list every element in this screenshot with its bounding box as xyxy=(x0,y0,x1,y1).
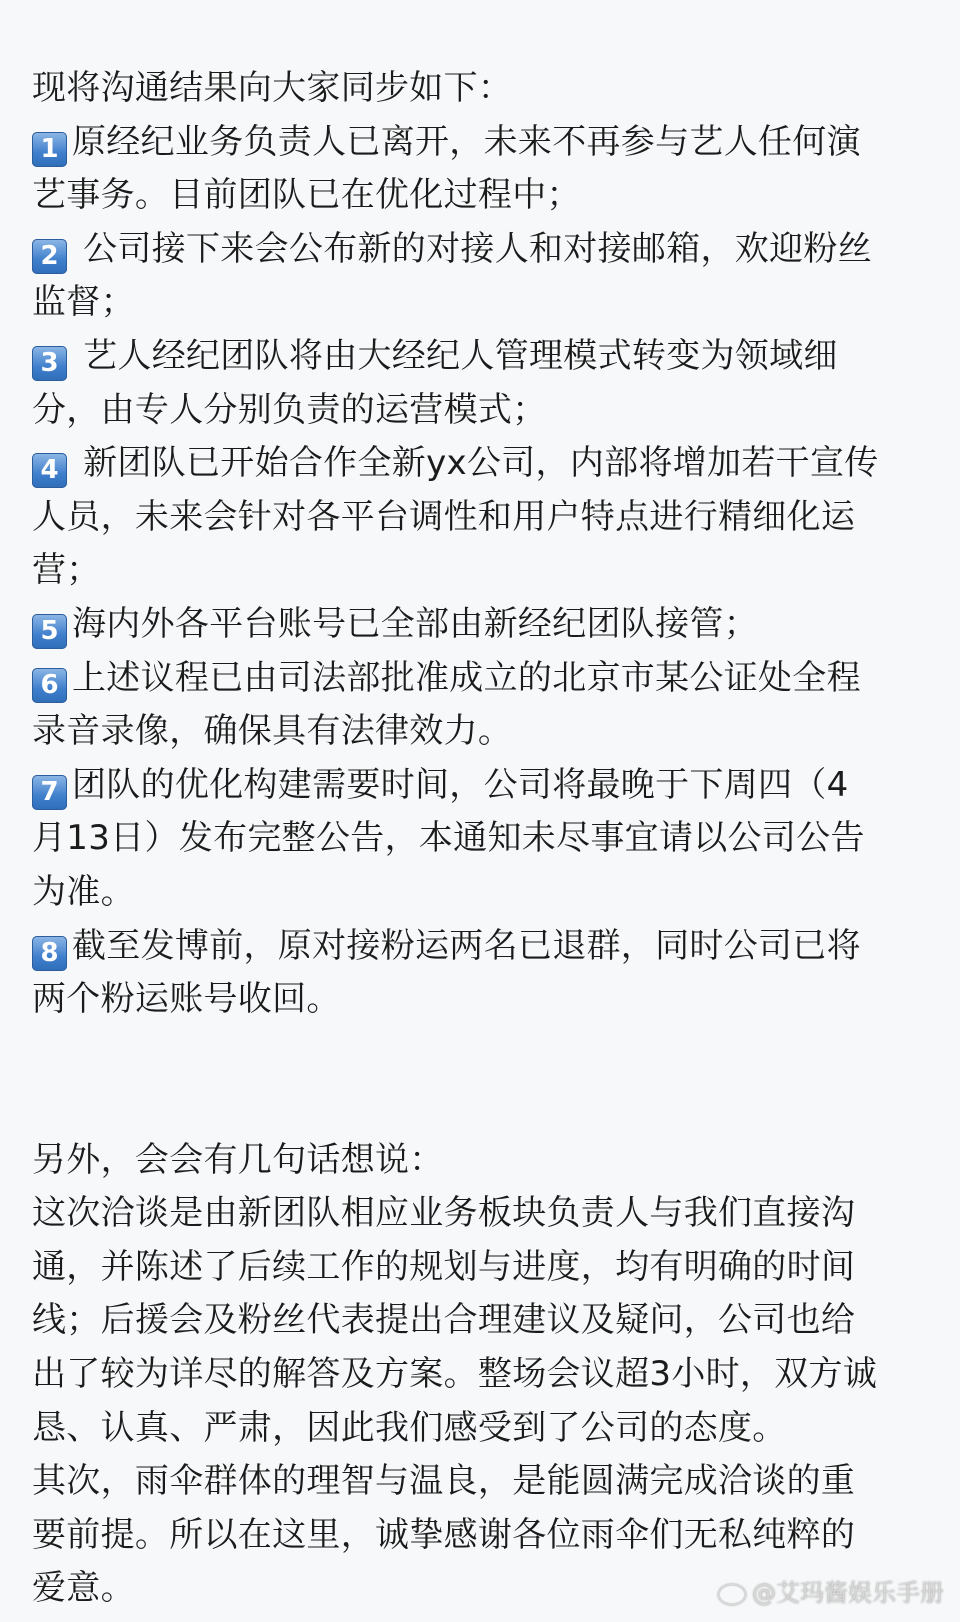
keycap-8-icon: 8 xyxy=(32,936,67,971)
list-item-text: 公司接下来会公布新的对接人和对接邮箱，欢迎粉丝 xyxy=(72,228,873,269)
list-item-5-line-1 xyxy=(32,598,937,652)
list-item-1-line-1 xyxy=(32,116,937,170)
watermark xyxy=(716,1573,944,1608)
paragraph2-line-3: 通，并陈述了后续工作的规划与进度，均有明确的时间 xyxy=(32,1246,856,1287)
list-item-2-line-1 xyxy=(32,223,937,277)
list-item-text: 艺人经纪团队将由大经纪人管理模式转变为领域细 xyxy=(72,335,838,376)
list-item-8-line-2: 两个粉运账号收回。 xyxy=(32,979,341,1020)
paragraph2-line-4: 线；后援会及粉丝代表提出合理建议及疑问，公司也给 xyxy=(32,1300,856,1341)
list-item-text: 截至发博前，原对接粉运两名已退群，同时公司已将 xyxy=(72,925,861,966)
list-item-2-line-2: 监督； xyxy=(32,282,135,323)
paragraph2-line-2: 这次洽谈是由新团队相应业务板块负责人与我们直接沟 xyxy=(32,1193,856,1234)
list-item-1-line-2: 艺事务。目前团队已在优化过程中； xyxy=(32,175,581,216)
paragraph2-line-8: 要前提。所以在这里，诚挚感谢各位雨伞们无私纯粹的 xyxy=(32,1514,856,1555)
list-item-text: 新团队已开始合作全新yx公司，内部将增加若干宣传 xyxy=(72,443,879,484)
keycap-2-icon: 2 xyxy=(32,239,67,274)
list-item-7-line-3: 为准。 xyxy=(32,871,135,912)
paragraph2-line-6: 恳、认真、严肃，因此我们感受到了公司的态度。 xyxy=(32,1407,787,1448)
list-item-text: 上述议程已由司法部批准成立的北京市某公证处全程 xyxy=(72,657,861,698)
keycap-3-icon: 3 xyxy=(32,346,67,381)
list-item-7-line-1 xyxy=(32,759,937,813)
intro-line: 现将沟通结果向大家同步如下： xyxy=(32,68,513,108)
paragraph-spacer xyxy=(32,1027,937,1134)
list-item-4-line-3: 营； xyxy=(32,550,101,591)
list-item-4-line-1 xyxy=(32,437,937,491)
list-item-3-line-1 xyxy=(32,330,937,384)
paragraph2-line-1: 另外，会会有几句话想说： xyxy=(32,1139,444,1180)
keycap-4-icon: 4 xyxy=(32,453,67,488)
post-text xyxy=(32,62,937,1616)
watermark-text: @艾玛酱娱乐手册 xyxy=(752,1579,944,1607)
paragraph2-line-7: 其次，雨伞群体的理智与温良，是能圆满完成洽谈的重 xyxy=(32,1461,856,1502)
list-item-text: 海内外各平台账号已全部由新经纪团队接管； xyxy=(72,603,758,644)
list-item-6-line-1 xyxy=(32,652,937,706)
list-item-4-line-2: 人员，未来会针对各平台调性和用户特点进行精细化运 xyxy=(32,496,856,537)
keycap-7-icon: 7 xyxy=(32,775,67,810)
weibo-icon xyxy=(716,1579,746,1603)
list-item-6-line-2: 录音录像，确保具有法律效力。 xyxy=(32,711,513,752)
list-item-7-line-2: 月13日）发布完整公告，本通知未尽事宜请以公司公告 xyxy=(32,818,865,859)
paragraph2-line-5: 出了较为详尽的解答及方案。整场会议超3小时，双方诚 xyxy=(32,1354,878,1395)
list-item-text: 团队的优化构建需要时间，公司将最晚于下周四（4 xyxy=(72,764,849,805)
list-item-8-line-1 xyxy=(32,920,937,974)
keycap-1-icon: 1 xyxy=(32,132,67,167)
keycap-5-icon: 5 xyxy=(32,614,67,649)
list-item-3-line-2: 分，由专人分别负责的运营模式； xyxy=(32,389,547,430)
list-item-text: 原经纪业务负责人已离开，未来不再参与艺人任何演 xyxy=(72,121,861,162)
paragraph2-line-9: 爱意。 xyxy=(32,1568,135,1609)
keycap-6-icon: 6 xyxy=(32,668,67,703)
